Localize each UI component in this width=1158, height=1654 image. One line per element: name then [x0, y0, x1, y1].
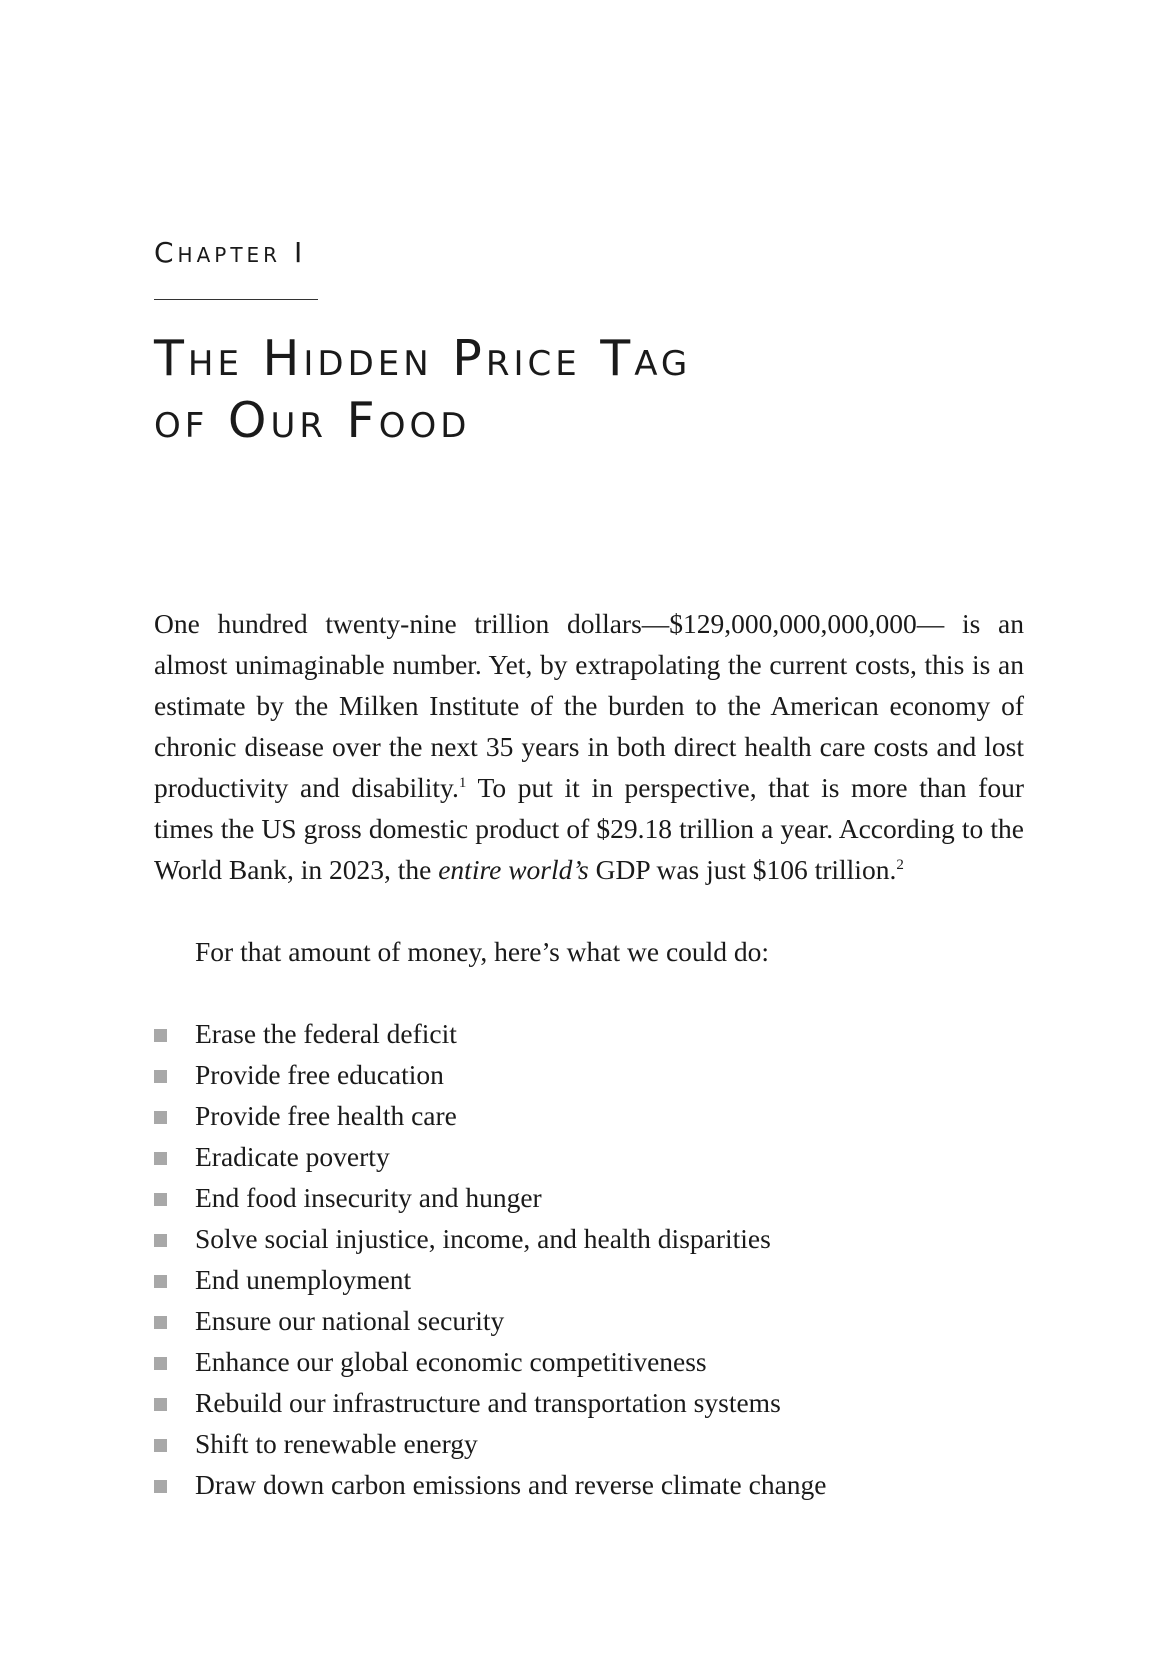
list-item-text: Rebuild our infrastructure and transportation systems [195, 1387, 781, 1418]
list-item [154, 1300, 827, 1341]
emphasis-text: entire world’s [438, 854, 589, 885]
list-item [154, 1218, 827, 1259]
list-item [154, 1341, 827, 1382]
footnote-marker-1: 1 [458, 774, 467, 791]
bullet-list [154, 1013, 827, 1505]
list-item [154, 1382, 827, 1423]
list-item-text: Shift to renewable energy [195, 1428, 478, 1459]
list-item-text: Solve social injustice, income, and health disparities [195, 1223, 771, 1254]
list-item [154, 1136, 827, 1177]
list-item-text: End unemployment [195, 1264, 412, 1295]
square-bullet-icon [154, 1193, 167, 1206]
square-bullet-icon [154, 1316, 167, 1329]
list-item-text: Provide free education [195, 1059, 444, 1090]
list-item [154, 1177, 827, 1218]
paragraph-text: To put it in perspective, that is more than four times the US gross domestic product of $29.18 trillion a year. According to the World Bank, in 2023, the [154, 772, 1024, 885]
list-item-text: Eradicate poverty [195, 1141, 390, 1172]
square-bullet-icon [154, 1439, 167, 1452]
list-item-text: Erase the federal deficit [195, 1018, 457, 1049]
list-item [154, 1464, 827, 1505]
square-bullet-icon [154, 1480, 167, 1493]
square-bullet-icon [154, 1070, 167, 1083]
list-item [154, 1095, 827, 1136]
square-bullet-icon [154, 1111, 167, 1124]
paragraph-text: One hundred twenty-nine trillion dollars—$129,000,000,000,000— is an almost unimaginable number. Yet, by extrapolating the current costs, this is an estimate by the Milken Institute of the burden to the American economy of chronic disease over the next 35 years in both direct health care costs and lost productivity and disability. [154, 608, 1024, 803]
list-item-text: Enhance our global economic competitiveness [195, 1346, 707, 1377]
chapter-divider [154, 299, 318, 300]
list-item [154, 1013, 827, 1054]
footnote-marker-2: 2 [896, 856, 904, 873]
body-paragraph-2: For that amount of money, here’s what we could do: [195, 936, 770, 967]
list-item [154, 1259, 827, 1300]
square-bullet-icon [154, 1275, 167, 1288]
chapter-title-line-2: of Our Food [154, 392, 471, 449]
square-bullet-icon [154, 1234, 167, 1247]
chapter-title [154, 328, 691, 452]
list-item-text: Provide free health care [195, 1100, 457, 1131]
list-item [154, 1423, 827, 1464]
square-bullet-icon [154, 1357, 167, 1370]
list-item-text: End food insecurity and hunger [195, 1182, 542, 1213]
chapter-label: Chapter I [154, 236, 307, 269]
body-paragraph-1 [154, 603, 1024, 890]
list-item [154, 1054, 827, 1095]
square-bullet-icon [154, 1398, 167, 1411]
list-item-text: Draw down carbon emissions and reverse climate change [195, 1469, 827, 1500]
square-bullet-icon [154, 1152, 167, 1165]
paragraph-text: GDP was just $106 trillion. [588, 854, 897, 885]
list-item-text: Ensure our national security [195, 1305, 505, 1336]
square-bullet-icon [154, 1029, 167, 1042]
chapter-title-line-1: The Hidden Price Tag [154, 330, 692, 387]
